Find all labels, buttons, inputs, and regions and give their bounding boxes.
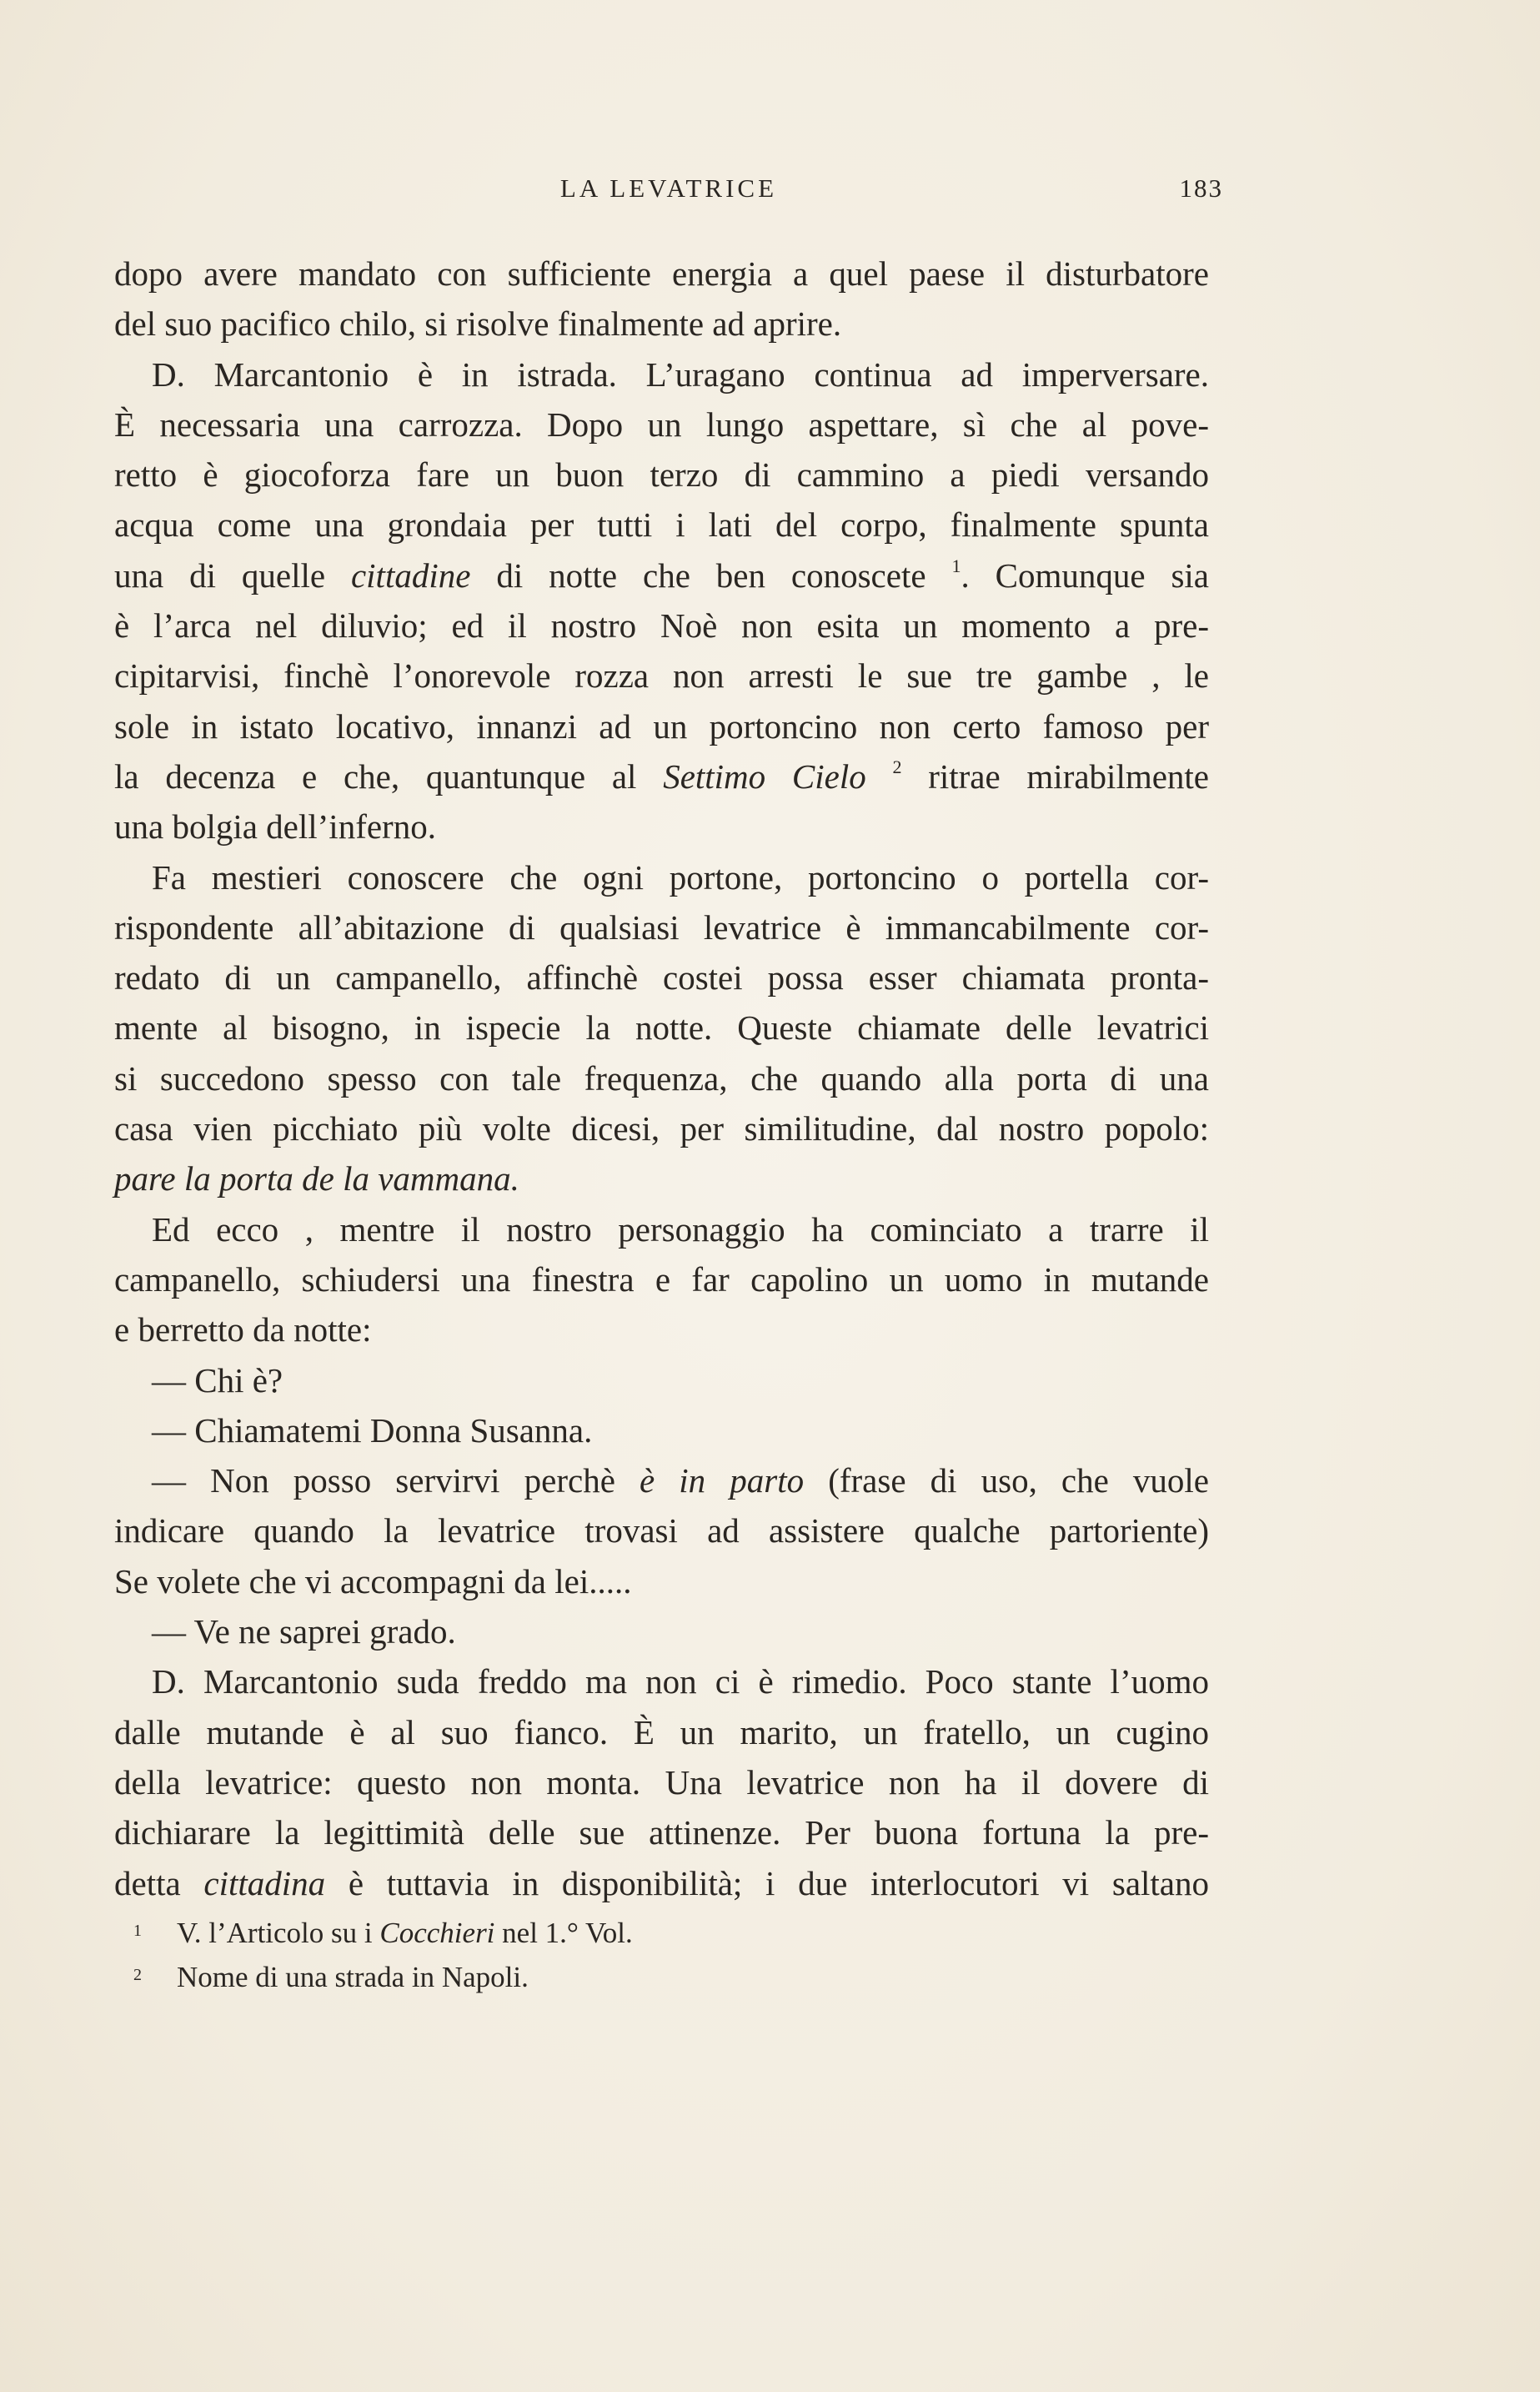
text-line: indicare quando la levatrice trovasi ad assistere qualche partoriente)	[114, 1511, 1209, 1550]
footnote-ref[interactable]: 2	[892, 756, 902, 777]
text-line: dopo avere mandato con sufficiente energia a quel paese il disturbatore	[114, 254, 1209, 293]
italic-phrase: pare la porta de la vammana.	[114, 1159, 519, 1199]
footnote-text: nel 1.° Vol.	[494, 1917, 633, 1949]
dialog-line: — Chiamatemi Donna Susanna.	[152, 1410, 593, 1450]
text-line: D. Marcantonio suda freddo ma non ci è rimedio. Poco stante l’uomo	[152, 1662, 1209, 1701]
text-line: redato di un campanello, affinchè costei possa esser chiamata pronta-	[114, 958, 1209, 998]
text-segment: (frase di uso, che vuole	[804, 1461, 1209, 1500]
text-line: Fa mestieri conoscere che ogni portone, portoncino o portella cor-	[152, 857, 1209, 897]
page-header	[114, 173, 1223, 207]
text-line: dichiarare la legittimità delle sue attinenze. Per buona fortuna la pre-	[114, 1813, 1209, 1852]
text-segment: è tuttavia in disponibilità; i due interlocutori vi saltano	[325, 1863, 1209, 1902]
text-line: sole in istato locativo, innanzi ad un portoncino non certo famoso per	[114, 706, 1209, 746]
footnote-mark: 1	[133, 1922, 142, 1940]
text-line: rispondente all’abitazione di qualsiasi levatrice è immancabilmente cor-	[114, 907, 1209, 947]
italic-term: Settimo Cielo	[663, 756, 866, 796]
footnotes	[133, 1910, 1051, 1998]
running-title: LA LEVATRICE	[559, 173, 778, 203]
text-line	[114, 550, 1209, 601]
text-line: D. Marcantonio è in istrada. L’uragano continua ad imperversare.	[152, 354, 1209, 394]
text-line: cipitarvisi, finchè l’onorevole rozza non arresti le sue tre gambe , le	[114, 656, 1209, 696]
text-segment: una di quelle	[114, 555, 351, 595]
text-line: si succedono spesso con tale frequenza, che quando alla porta di una	[114, 1058, 1209, 1098]
text-line: una bolgia dell’inferno.	[114, 807, 436, 847]
page-number: 183	[1179, 173, 1223, 203]
text-segment: la decenza e che, quantunque al	[114, 756, 664, 796]
dialog-line: — Chi è?	[152, 1360, 283, 1400]
body-text	[114, 249, 1209, 1908]
text-line: Se volete che vi accompagni da lei.....	[114, 1561, 632, 1601]
text-line: È necessaria una carrozza. Dopo un lungo aspettare, sì che al pove-	[114, 405, 1209, 444]
text-segment: — Non posso servirvi perchè	[152, 1461, 640, 1500]
dialog-line: — Ve ne saprei grado.	[152, 1612, 456, 1651]
text-line	[114, 1153, 1209, 1204]
text-segment: ritrae mirabilmente	[901, 756, 1210, 796]
text-line: campanello, schiudersi una finestra e far capolino un uomo in mutande	[114, 1259, 1209, 1299]
text-line: Ed ecco , mentre il nostro personaggio ha cominciato a trarre il	[152, 1209, 1209, 1249]
text-line: casa vien picchiato più volte dicesi, per similitudine, dal nostro popolo:	[114, 1109, 1209, 1148]
text-line: mente al bisogno, in ispecie la notte. Queste chiamate delle levatrici	[114, 1008, 1209, 1048]
footnote	[133, 1910, 1051, 1954]
text-line: del suo pacifico chilo, si risolve finalmente ad aprire.	[114, 304, 842, 344]
text-segment: di notte che ben conoscete	[470, 555, 952, 595]
text-segment: detta	[114, 1863, 204, 1902]
text-line: e berretto da notte:	[114, 1310, 372, 1349]
text-line: retto è giocoforza fare un buon terzo di cammino a piedi versando	[114, 455, 1209, 495]
italic-term: Cocchieri	[379, 1917, 495, 1949]
text-line	[114, 751, 1209, 802]
text-line: acqua come una grondaia per tutti i lati del corpo, finalmente spunta	[114, 505, 1209, 545]
dialog-line	[114, 1455, 1209, 1505]
italic-term: cittadina	[203, 1863, 326, 1902]
italic-term: cittadine	[350, 555, 471, 595]
footnote-mark: 2	[133, 1966, 142, 1984]
footnote-text: V. l’Articolo su i	[177, 1917, 380, 1949]
footnote-text: Nome di una strada in Napoli.	[177, 1961, 529, 1993]
text-line: della levatrice: questo non monta. Una levatrice non ha il dovere di	[114, 1762, 1209, 1802]
text-segment: . Comunque sia	[961, 555, 1209, 595]
italic-phrase: è in parto	[639, 1461, 805, 1500]
text-line	[114, 1858, 1209, 1908]
text-line: è l’arca nel diluvio; ed il nostro Noè non esita un momento a pre-	[114, 606, 1209, 646]
text-line: dalle mutande è al suo fianco. È un marito, un fratello, un cugino	[114, 1712, 1209, 1751]
footnote-ref[interactable]: 1	[951, 555, 961, 576]
footnote	[133, 1954, 1051, 1998]
